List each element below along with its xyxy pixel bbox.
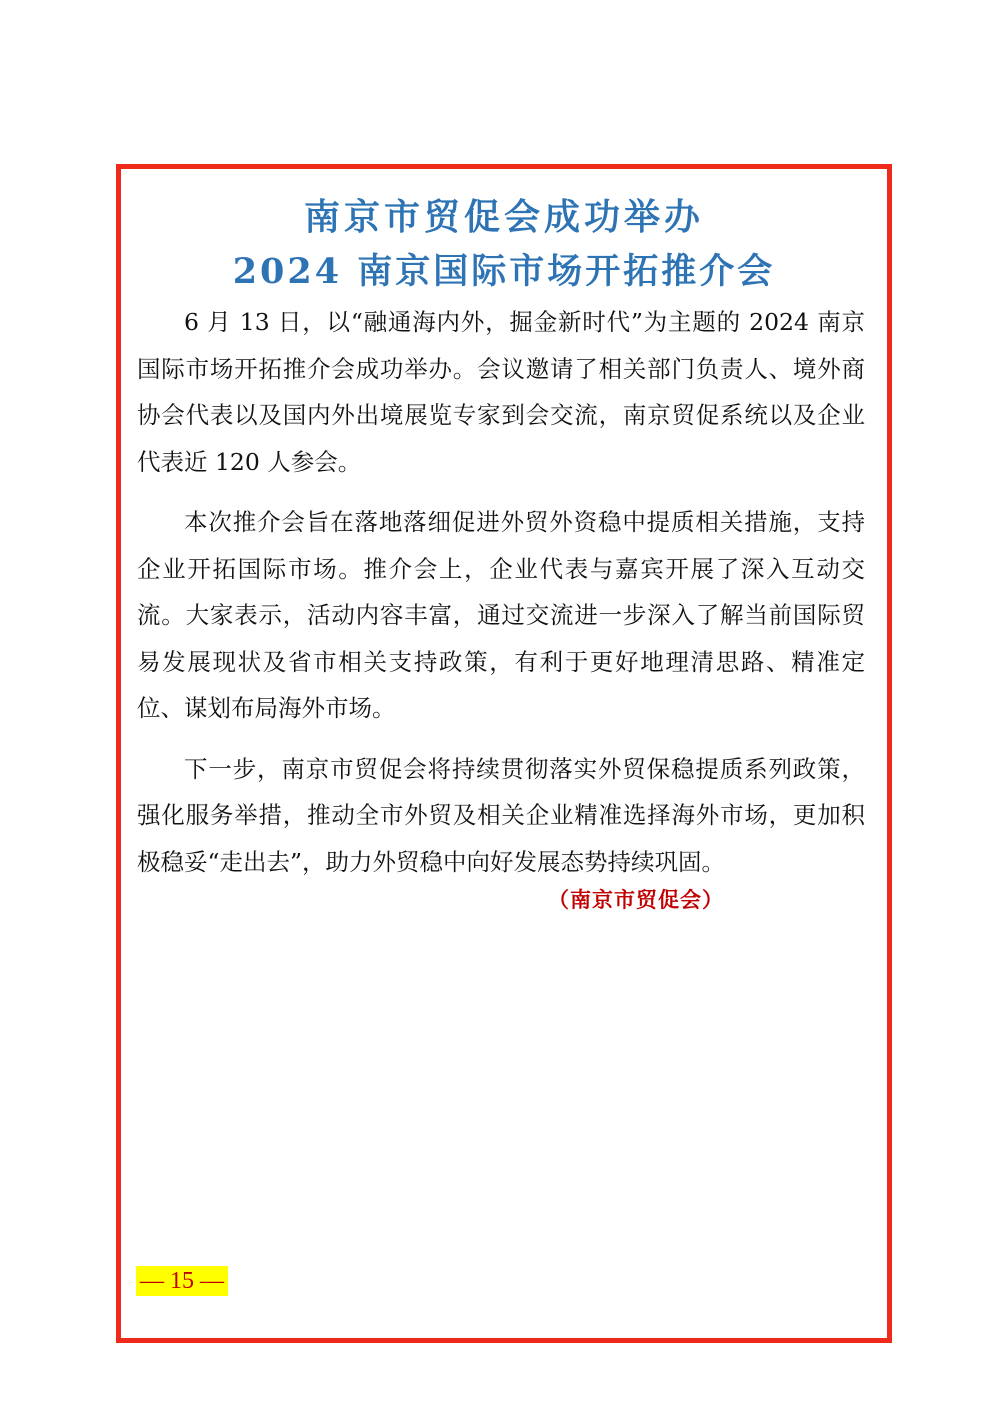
paragraph-3: 下一步，南京市贸促会将持续贯彻落实外贸保稳提质系列政策，强化服务举措，推动全市外贸及相关企业精准选择海外市场，更加积极稳妥“走出去”，助力外贸稳中向好发展态势持续巩固。 (137, 754, 865, 876)
article-title-line-1: 南京市贸促会成功举办 (303, 196, 704, 238)
article-title-line-2: 2024 南京国际市场开拓推介会 (232, 251, 776, 292)
page-number: — 15 — (136, 1266, 228, 1296)
paragraph-1: 6 月 13 日，以“融通海内外，掘金新时代”为主题的 2024 南京国际市场开拓推介会成功举办。会议邀请了相关部门负责人、境外商协会代表以及国内外出境展览专家到会交流，南京贸促系统以及企业代表近 120 人参会。 (137, 308, 865, 476)
article-source: （南京市贸促会） (548, 887, 724, 912)
paragraph-2: 本次推介会旨在落地落细促进外贸外资稳中提质相关措施，支持企业开拓国际市场。推介会上，企业代表与嘉宾开展了深入互动交流。大家表示，活动内容丰富，通过交流进一步深入了解当前国际贸易发展现状及省市相关支持政策，有利于更好地理清思路、精准定位、谋划布局海外市场。 (137, 508, 865, 722)
article-body (137, 299, 865, 899)
